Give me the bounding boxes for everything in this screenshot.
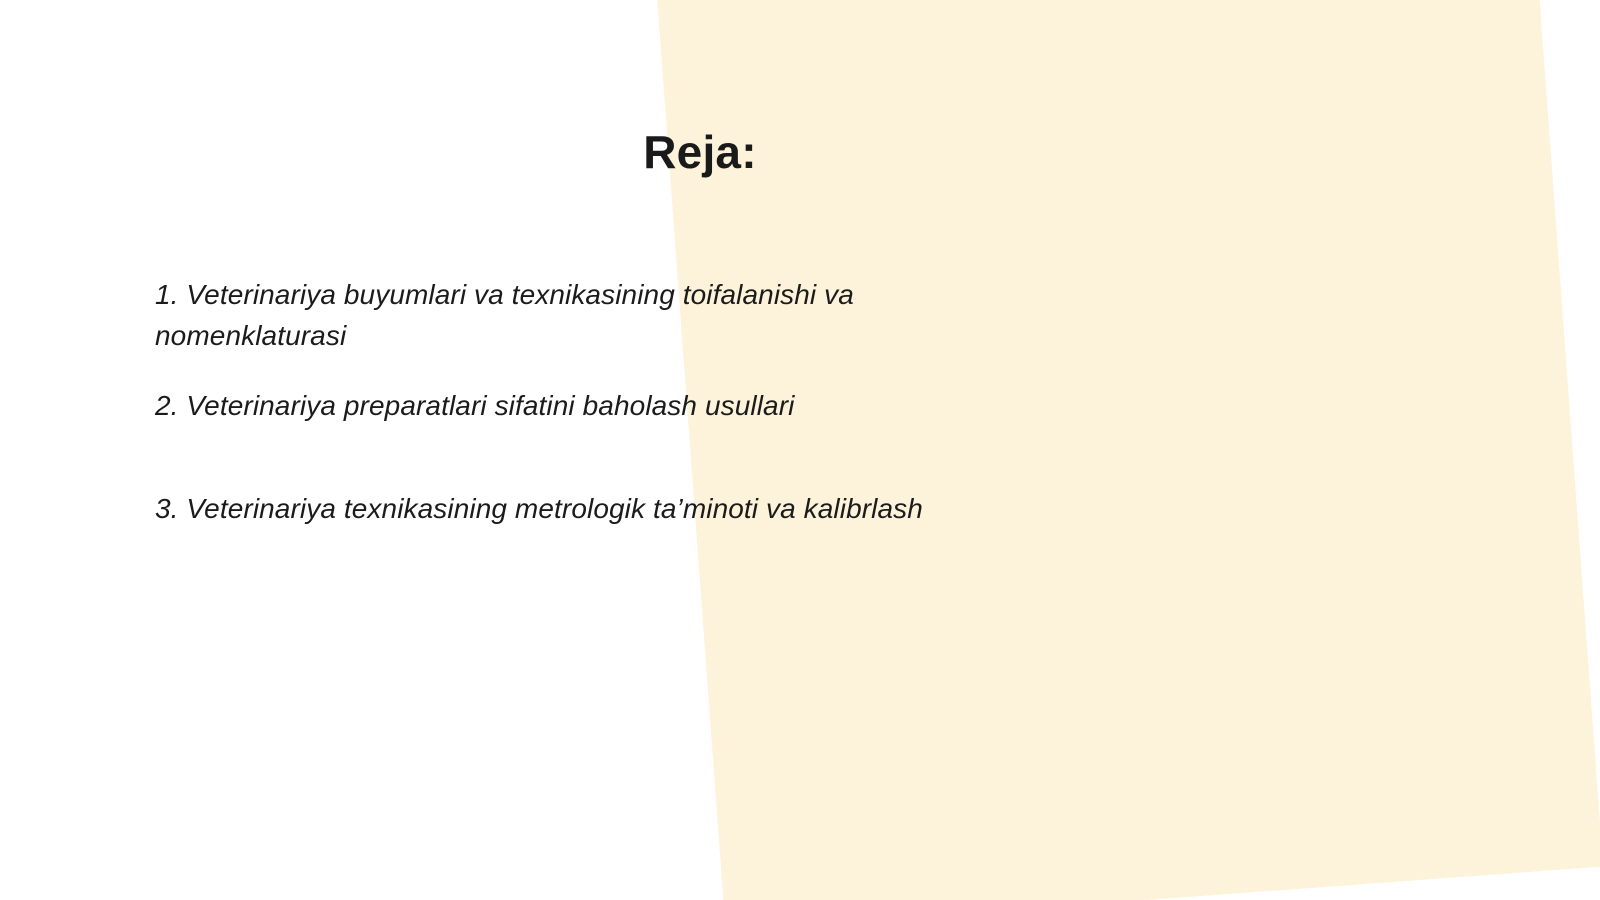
page-title: Reja: bbox=[643, 126, 757, 178]
agenda-list bbox=[155, 275, 1155, 529]
list-item: 3. Veterinariya texnikasining metrologik ta’minoti va kalibrlash bbox=[155, 492, 923, 524]
list-item: 2. Veterinariya preparatlari sifatini baholash usullari bbox=[155, 390, 795, 422]
list-item: 1. Veterinariya buyumlari va texnikasining toifalanishi va nomenklaturasi bbox=[155, 279, 854, 351]
